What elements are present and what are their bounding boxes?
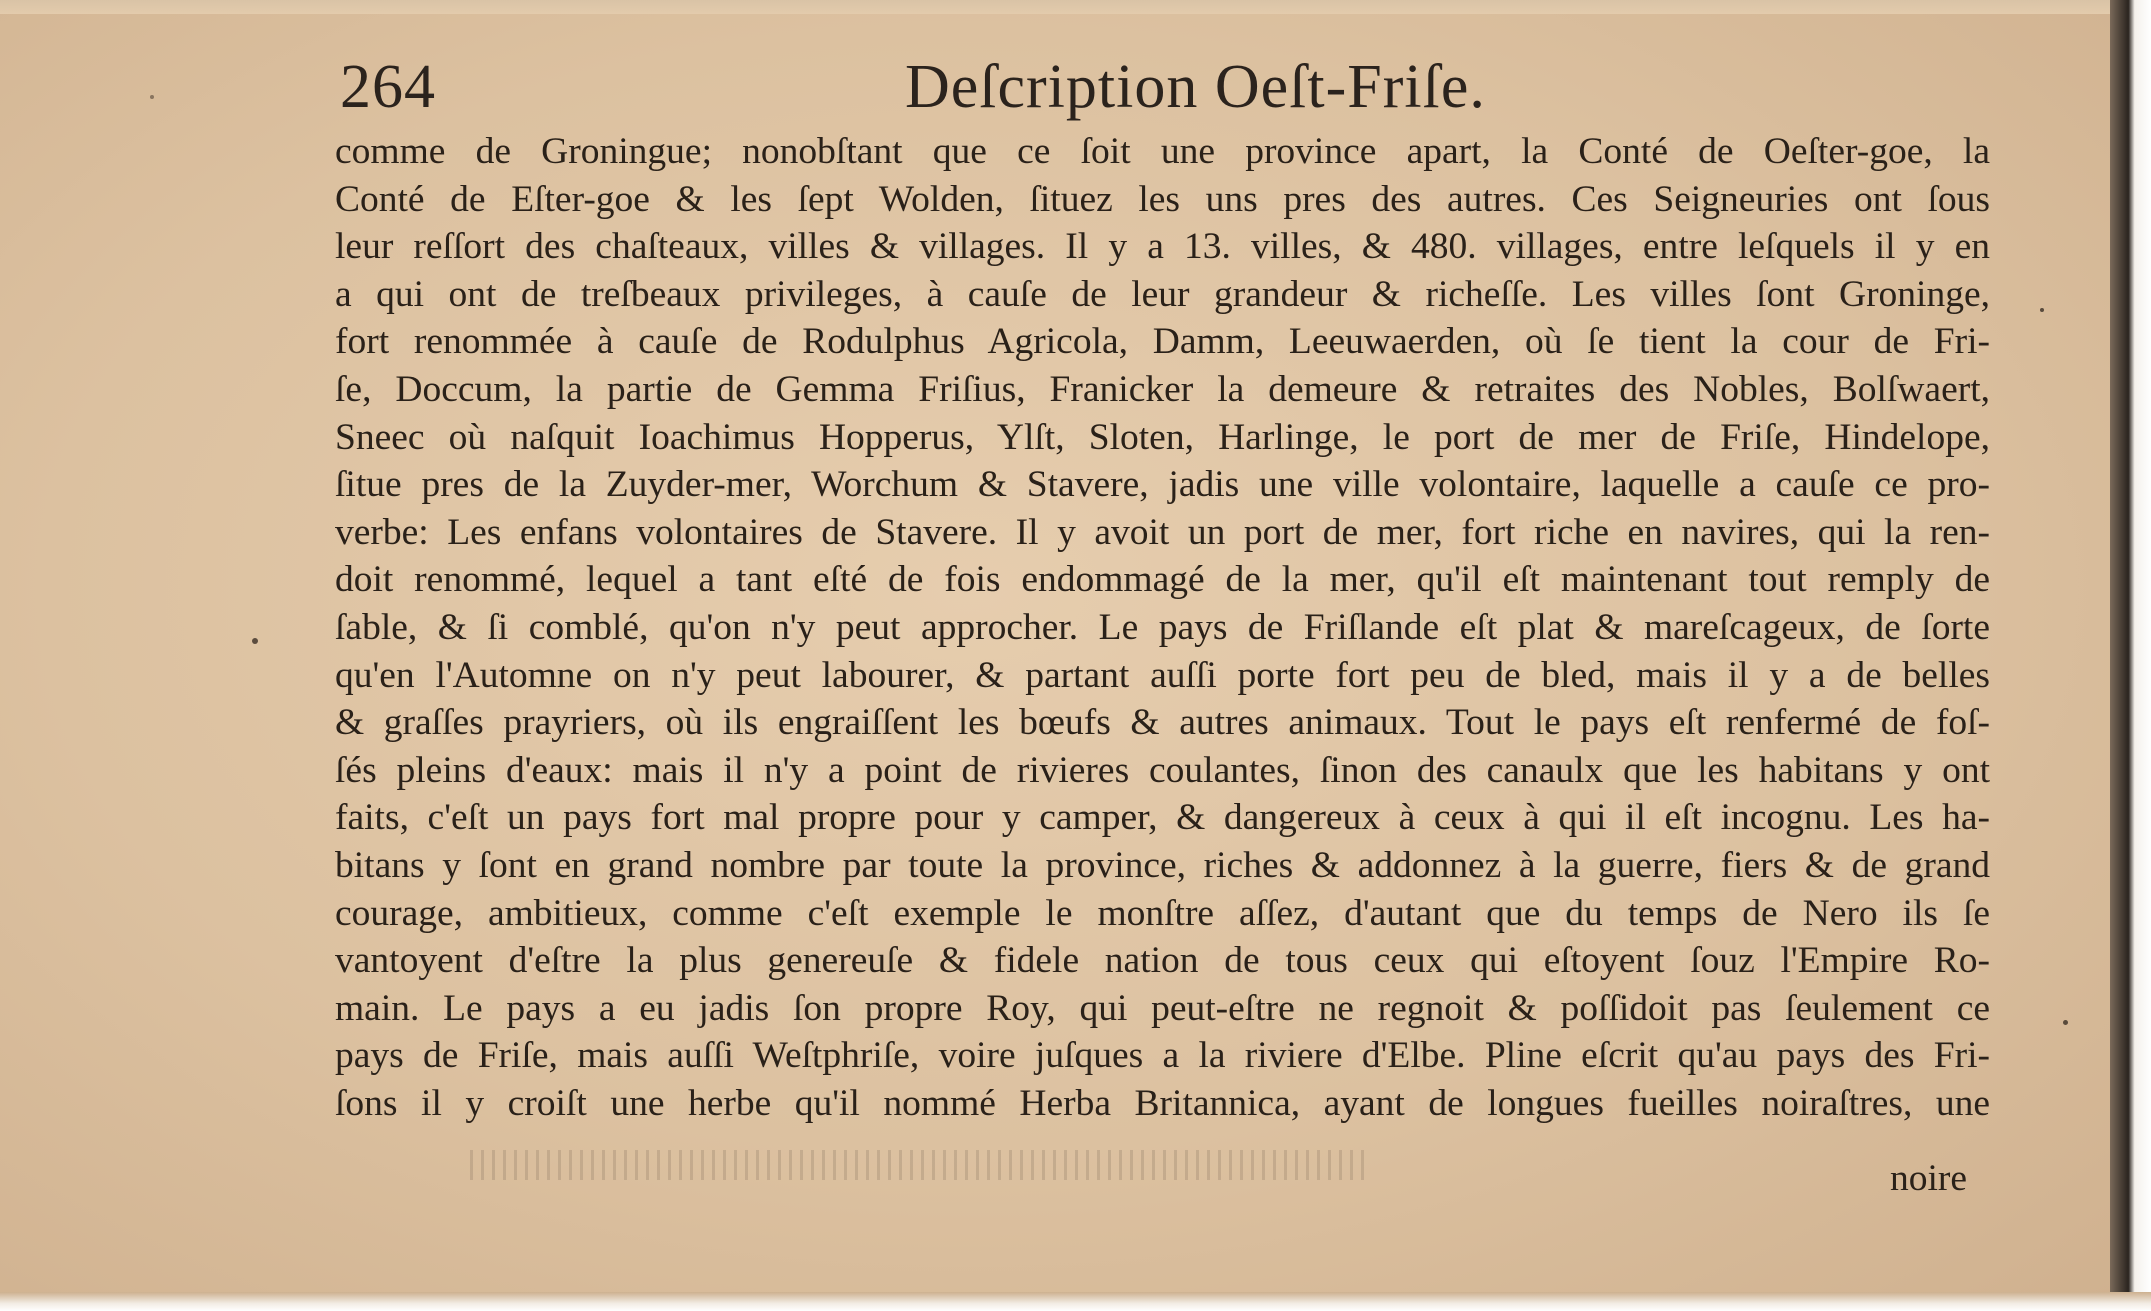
- ink-speck: [2040, 308, 2044, 312]
- text-line: ſitue pres de la Zuyder-mer, Worchum & Stavere, jadis une ville volontaire, laquelle a cauſe ce pro-: [335, 464, 1990, 506]
- page-right-edge: [2110, 0, 2151, 1311]
- text-line: a qui ont de treſbeaux privileges, à cauſe de leur grandeur & richeſſe. Les villes ſont Groninge,: [335, 273, 1990, 315]
- body-text: [335, 128, 1990, 1127]
- page-top-edge: [0, 0, 2151, 14]
- text-line: comme de Groningue; nonobſtant que ce ſoit une province apart, la Conté de Oeſter-goe, la: [335, 131, 1990, 172]
- ink-speck: [252, 638, 258, 644]
- text-line: ſable, & ſi comblé, qu'on n'y peut approcher. Le pays de Friſlande eſt plat & mareſcageux, de ſorte: [335, 606, 1990, 648]
- text-line: ſe, Doccum, la partie de Gemma Friſius, Franicker la demeure & retraites des Nobles, Bolſwaert,: [335, 368, 1990, 410]
- text-line: verbe: Les enfans volontaires de Stavere. Il y avoit un port de mer, fort riche en navires, qui la ren-: [335, 511, 1990, 553]
- text-line: qu'en l'Automne on n'y peut labourer, & partant auſſi porte fort peu de bled, mais il y a de belles: [335, 654, 1990, 696]
- page-title: Deſcription Oeſt-Friſe.: [905, 53, 1486, 121]
- text-line: leur reſſort des chaſteaux, villes & villages. Il y a 13. villes, & 480. villages, entre leſquels il y en: [335, 226, 1990, 268]
- text-line: pays de Friſe, mais auſſi Weſtphriſe, voire juſques a la riviere d'Elbe. Pline eſcrit qu'au pays des Fri-: [335, 1035, 1990, 1077]
- text-line: main. Le pays a eu jadis ſon propre Roy, qui peut-eſtre ne regnoit & poſſidoit pas ſeulement ce: [335, 987, 1990, 1029]
- text-line: faits, c'eſt un pays fort mal propre pour y camper, & dangereux à ceux à qui il eſt incognu. Les ha-: [335, 797, 1990, 839]
- text-line: fort renommée à cauſe de Rodulphus Agricola, Damm, Leeuwaerden, où ſe tient la cour de Fri-: [335, 321, 1990, 363]
- text-line: bitans y ſont en grand nombre par toute la province, riches & addonnez à la guerre, fiers & de grand: [335, 844, 1990, 886]
- ink-speck: [150, 95, 154, 99]
- text-line: doit renommé, lequel a tant eſté de fois endommagé de la mer, qu'il eſt maintenant tout remply de: [335, 559, 1990, 601]
- text-line: courage, ambitieux, comme c'eſt exemple le monſtre aſſez, d'autant que du temps de Nero ils ſe: [335, 892, 1990, 934]
- text-line: vantoyent d'eſtre la plus genereuſe & fidele nation de tous ceux qui eſtoyent ſouz l'Empire Ro-: [335, 940, 1990, 982]
- ink-speck: [2063, 1020, 2068, 1025]
- text-line: Conté de Eſter-goe & les ſept Wolden, ſituez les uns pres des autres. Ces Seigneuries ont ſous: [335, 178, 1990, 220]
- catchword: noire: [1890, 1158, 1968, 1199]
- page-number: 264: [340, 53, 436, 121]
- text-line: ſés pleins d'eaux: mais il n'y a point de rivieres coulantes, ſinon des canaulx que les habitans y ont: [335, 749, 1990, 791]
- text-line: Sneec où naſquit Ioachimus Hopperus, Ylſt, Sloten, Harlinge, le port de mer de Friſe, Hindelope,: [335, 416, 1990, 458]
- text-line: & graſſes prayriers, où ils engraiſſent les bœufs & autres animaux. Tout le pays eſt renfermé de foſ-: [335, 702, 1990, 744]
- bleed-through-marks: [470, 1150, 1370, 1180]
- page-bottom-edge: [0, 1292, 2151, 1311]
- running-head: [340, 52, 2000, 132]
- text-line: ſons il y croiſt une herbe qu'il nommé Herba Britannica, ayant de longues fueilles noiraſtres, une: [335, 1082, 1990, 1124]
